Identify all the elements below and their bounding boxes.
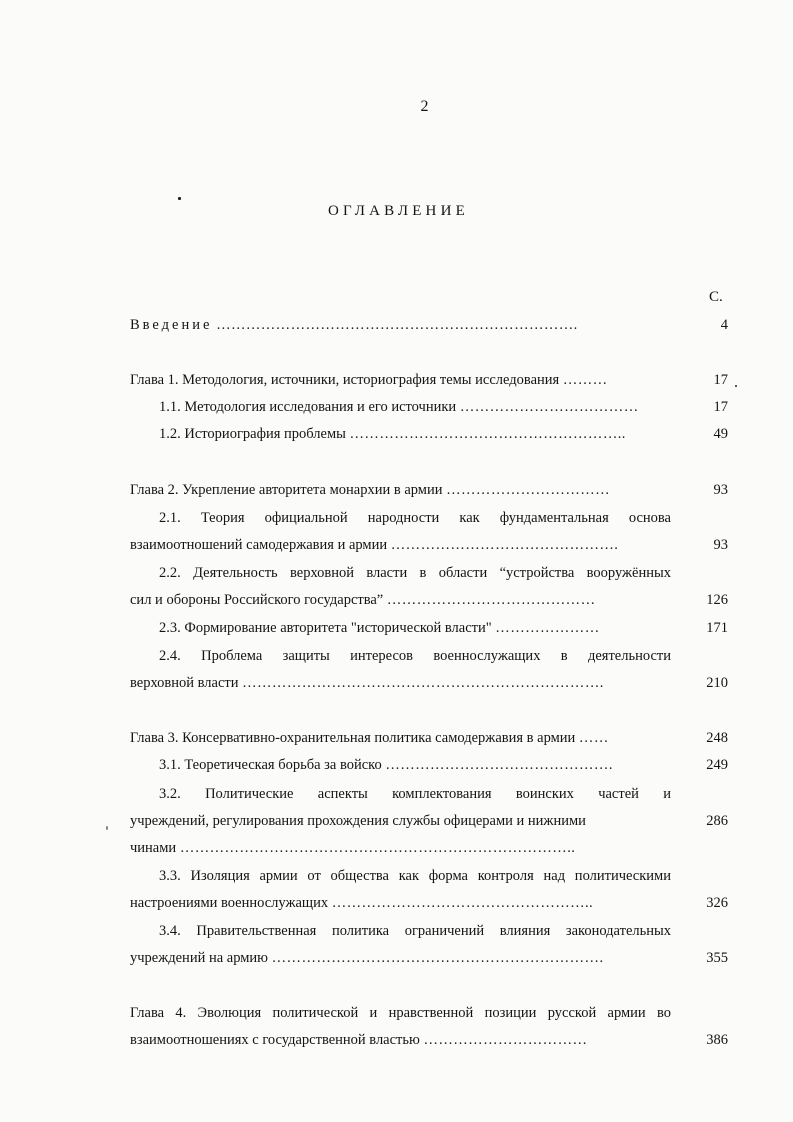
toc-entry-text: взаимоотношениях с государственной властью <box>130 1032 420 1048</box>
page-column-label: С. <box>709 289 723 305</box>
toc-entry-text: 2.3. Формирование авторитета "исторической власти" <box>159 620 492 636</box>
toc-entry-text: Глава 3. Консервативно-охранительная политика самодержавия в армии <box>130 730 576 746</box>
toc-entry-leader: ………………………………………………………………. <box>216 317 578 333</box>
toc-entry-text: взаимоотношений самодержавия и армии <box>130 537 388 553</box>
toc-entry-text: учреждений на армию <box>130 950 269 966</box>
toc-entry-leader: ………………………………………………………………. <box>242 675 604 691</box>
scan-speck <box>735 385 737 387</box>
toc-entry-leader: …………………………………………………………………….. <box>179 840 576 856</box>
page-title: ОГЛАВЛЕНИЕ <box>328 203 469 219</box>
toc-entry-page: 286 <box>706 813 728 829</box>
scan-speck <box>178 197 181 200</box>
toc-entry-leader: …………………………………… <box>386 592 596 608</box>
toc-entry-text: 2.1. Теория официальной народности как фундаментальная основа <box>159 510 671 526</box>
scan-speck <box>106 826 108 830</box>
toc-entry-leader: …………………………… <box>423 1032 588 1048</box>
toc-entry-page: 355 <box>706 950 728 966</box>
toc-entry-text: 1.1. Методология исследования и его источники <box>159 399 457 415</box>
toc-entry-text: Глава 2. Укрепление авторитета монархии в армии <box>130 482 443 498</box>
toc-entry-leader: ……………………………… <box>459 399 639 415</box>
toc-entry-page: 126 <box>706 592 728 608</box>
toc-entry-page: 49 <box>713 426 728 442</box>
toc-entry-leader: …………………………………………………………. <box>271 950 604 966</box>
toc-entry-page: 171 <box>706 620 728 636</box>
toc-entry-text: чинами <box>130 840 177 856</box>
toc-entry-leader: ………………………………………. <box>390 537 619 553</box>
toc-entry-page: 17 <box>713 372 728 388</box>
toc-entry-text: 2.4. Проблема защиты интересов военнослужащих в деятельности <box>159 648 671 664</box>
toc-entry-text: Глава 1. Методология, источники, историография темы исследования <box>130 372 560 388</box>
toc-entry-text: сил и обороны Российского государства” <box>130 592 384 608</box>
toc-entry-page: 17 <box>713 399 728 415</box>
toc-entry-page: 93 <box>713 537 728 553</box>
toc-entry-text: 3.4. Правительственная политика ограничений влияния законодательных <box>159 923 671 939</box>
toc-entry-page: 326 <box>706 895 728 911</box>
toc-entry-text: 2.2. Деятельность верховной власти в области “устройства вооружённых <box>159 565 671 581</box>
toc-entry-text: Введение <box>130 317 213 333</box>
toc-entry-page: 249 <box>706 757 728 773</box>
toc-entry-leader: ………………… <box>495 620 600 636</box>
toc-entry-page: 248 <box>706 730 728 746</box>
toc-entry-text: учреждений, регулирования прохождения службы офицерами и нижними <box>130 813 586 829</box>
toc-entry-page: 386 <box>706 1032 728 1048</box>
toc-entry-text: Глава 4. Эволюция политической и нравственной позиции русской армии во <box>130 1005 671 1021</box>
toc-entry-leader: …………………………………………….. <box>331 895 594 911</box>
toc-entry-text: верховной власти <box>130 675 239 691</box>
toc-entry-leader: ……………………………………………….. <box>349 426 626 442</box>
toc-entry-text: настроениями военнослужащих <box>130 895 329 911</box>
toc-entry-leader: ………………………………………. <box>385 757 613 773</box>
toc-entry-text: 3.1. Теоретическая борьба за войско <box>159 757 382 773</box>
toc-entry-leader: …………………………… <box>446 482 611 498</box>
toc-entry-text: 3.2. Политические аспекты комплектования воинских частей и <box>159 786 671 802</box>
toc-entry-leader: …… <box>578 730 609 746</box>
page-number: 2 <box>420 98 429 115</box>
toc-entry-page: 210 <box>706 675 728 691</box>
toc-entry-text: 3.3. Изоляция армии от общества как форма контроля над политическими <box>159 868 671 884</box>
toc-entry-page: 4 <box>720 317 728 333</box>
toc-entry-page: 93 <box>713 482 728 498</box>
toc-entry-leader: ……… <box>562 372 608 388</box>
toc-entry-text: 1.2. Историография проблемы <box>159 426 346 442</box>
